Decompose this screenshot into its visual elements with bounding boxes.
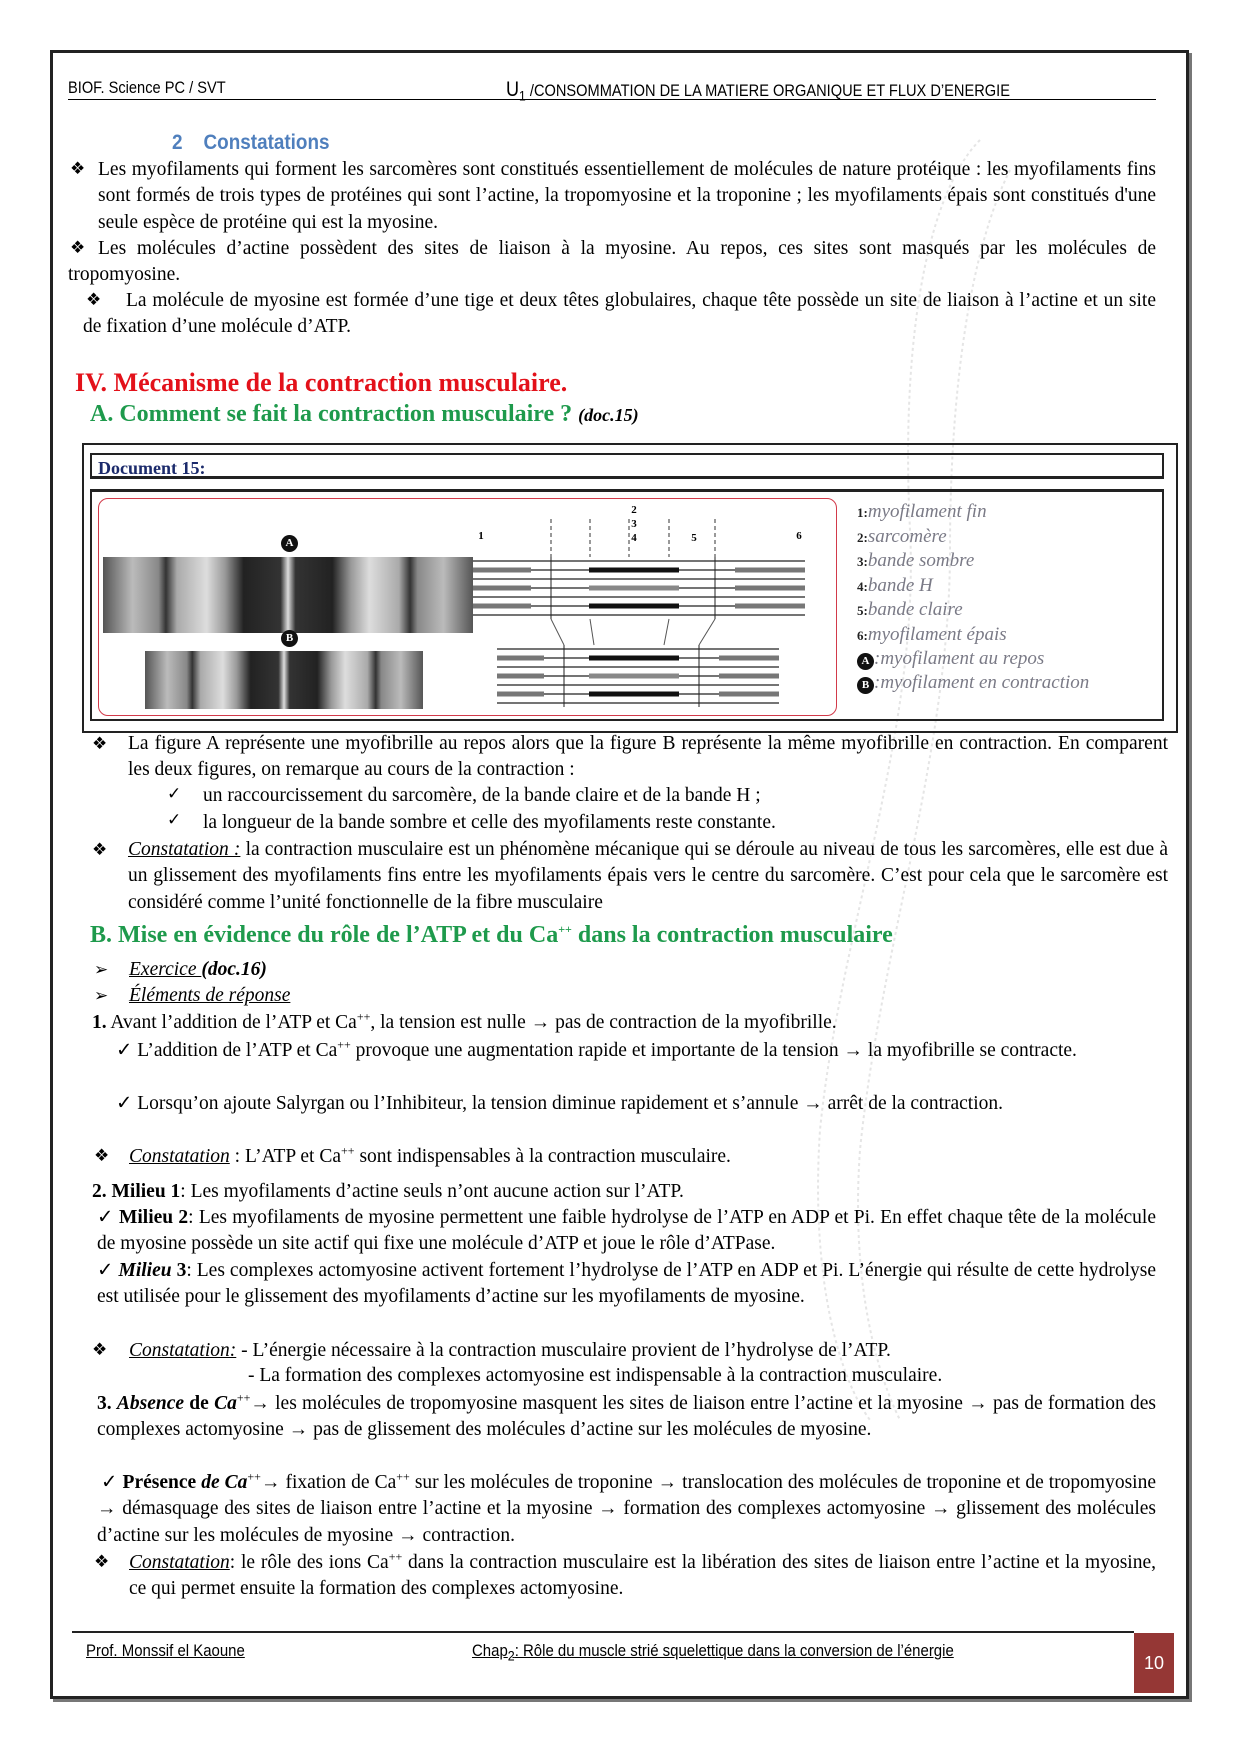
text-segment: Milieu 2 — [118, 1207, 189, 1228]
text-segment: ++ — [247, 1469, 261, 1484]
text-segment: : L’ATP et Ca — [229, 1146, 342, 1167]
legend-item — [857, 574, 1089, 599]
superscript: ++ — [558, 922, 572, 936]
chapter-label: Chap — [472, 1641, 508, 1660]
text-segment: sont indispensables à la contraction musculaire. — [354, 1146, 731, 1167]
thick-filament — [589, 656, 679, 661]
bullet-icon: ❖ — [92, 1340, 108, 1359]
text-segment: Constatation — [129, 1552, 230, 1573]
sarcomere-diagram — [469, 499, 835, 715]
subsection-b-heading — [90, 922, 893, 949]
text-segment: Les myofilaments qui forment les sarcomères sont constitués essentiellement de molécules de nature protéique : les myofilaments fins sont formés de trois types de protéines qui sont l’actine, la tropomyosine et la troponine ; les myofilaments épais sont constitués d'une seule espèce de protéine qui est la myosine. — [98, 159, 1156, 233]
micrograph-a — [103, 557, 473, 633]
text-segment: - La formation des complexes actomyosine est indispensable à la contraction musculaire. — [248, 1365, 943, 1386]
text-segment: ✓ — [97, 1207, 119, 1228]
thick-filament — [471, 604, 531, 609]
bullet-icon: ❖ — [92, 734, 108, 753]
chapter-number: 2 — [507, 1648, 515, 1665]
text-segment: Avant l’addition de l’ATP et Ca — [106, 1012, 357, 1033]
text-segment: La molécule de myosine est formée d’une tige et deux têtes globulaires, chaque tête possède un site de liaison à l’actine et un site de fixation d’une molécule d’ATP. — [83, 290, 1156, 338]
answer-3-constatation — [129, 1550, 1156, 1603]
text-segment: Constatation: — [129, 1340, 237, 1361]
answer-1b — [112, 1091, 1156, 1117]
text-segment: Milieu — [118, 1260, 172, 1281]
diagram-number: 1 — [478, 530, 484, 542]
answer-2a — [97, 1205, 1156, 1258]
thick-filament — [589, 568, 679, 573]
legend-item — [857, 671, 1089, 695]
constatation-2 — [68, 236, 1156, 289]
thick-filament — [719, 692, 779, 697]
bullet-icon: ❖ — [86, 290, 102, 309]
legend-text: bande claire — [867, 599, 963, 620]
answer-elements — [129, 983, 290, 1009]
text-segment: ✓ — [101, 1472, 123, 1493]
answer-2-constatation — [129, 1338, 891, 1364]
document-title: Document 15: — [90, 453, 1164, 479]
thick-filament — [497, 656, 544, 661]
exercise-reference — [129, 957, 267, 983]
observation-check-1 — [203, 783, 1163, 809]
header-left: BIOF. Science PC / SVT — [68, 78, 226, 97]
answer-1a — [112, 1038, 1156, 1064]
document-15 — [82, 443, 1178, 733]
text-segment: : Les myofilaments d’actine seuls n’ont aucune action sur l’ATP. — [180, 1181, 684, 1202]
figure-legend — [857, 500, 1089, 694]
thick-filament — [589, 692, 679, 697]
diagram-number: 6 — [796, 530, 802, 542]
text-segment: la contraction musculaire est un phénomène mécanique qui se déroule au niveau de tous les sarcomères, elle est due à un glissement des myofilaments fins entre les myofilaments épais vers le centre du sarcomère. C’est pour cela que le sarcomère est considéré comme l’unité fonctionnelle de la fibre musculaire — [128, 839, 1169, 913]
legend-item — [857, 500, 1089, 525]
footer-author: Prof. Monssif el Kaoune — [86, 1641, 245, 1660]
text-segment: ++ — [341, 1143, 355, 1158]
text-segment: ++ — [396, 1469, 410, 1484]
document-figure — [90, 489, 1164, 721]
thick-filament — [471, 568, 531, 573]
thick-filament — [589, 604, 679, 609]
bullet-icon: ❖ — [94, 1146, 110, 1165]
figure-frame — [98, 498, 837, 716]
diagram-number: 2 — [631, 504, 637, 516]
footer-rule — [72, 1631, 1134, 1633]
bullet-icon: ❖ — [92, 840, 108, 859]
text-segment: sur les molécules de troponine → translocation des molécules de troponine et de tropomyosine → démasquage des sites de liaison entre l’actine et la myosine → formation des complexes actomyosine → glissement des molécules d’actine sur les molécules de myosine → contraction. — [97, 1472, 1157, 1546]
text-segment: : Les myofilaments de myosine permettent une faible hydrolyse de l’ATP en ADP et Pi. En effet chaque tête de la molécule de myosine possède un site actif qui fixe une molécule d’ATP et joue le rôle d’ATPase. — [97, 1207, 1157, 1255]
section-number: 2 — [172, 131, 183, 154]
legend-text: myofilament épais — [867, 623, 1007, 645]
text-segment: 3 — [171, 1260, 187, 1281]
legend-text: bande H — [867, 574, 933, 596]
legend-text: myofilament fin — [867, 501, 987, 522]
header-right — [506, 78, 1010, 104]
legend-key: 6: — [857, 627, 868, 643]
text-segment: Ca — [214, 1393, 237, 1414]
text-segment: de — [184, 1393, 215, 1414]
subsection-a-heading — [90, 401, 639, 428]
legend-text: :myofilament en contraction — [874, 671, 1090, 693]
text-segment: 1. — [92, 1012, 107, 1033]
label-a: A — [281, 535, 298, 552]
text-segment: Constatation : — [128, 839, 241, 860]
projection-line — [664, 619, 669, 645]
text-segment: Exercice — [129, 959, 202, 980]
legend-text: :myofilament au repos — [874, 648, 1045, 669]
check-icon: ✓ — [167, 784, 182, 803]
text-segment: Les molécules d’actine possèdent des sites de liaison à la myosine. Au repos, ces sites sont masqués par les molécules de tropomyosine. — [68, 238, 1156, 286]
thick-filament — [589, 674, 679, 679]
text-segment: Constatation — [129, 1146, 230, 1167]
text-segment: un raccourcissement du sarcomère, de la bande claire et de la bande H ; — [203, 785, 761, 806]
projection-line — [551, 619, 564, 645]
text-segment: de Ca — [201, 1472, 248, 1493]
subsection-b-title-end: dans la contraction musculaire — [571, 922, 893, 948]
text-segment: ++ — [356, 1009, 371, 1024]
doc-reference: (doc.15) — [578, 405, 639, 425]
observation-constatation — [128, 837, 1168, 916]
unit-number: 1 — [519, 88, 526, 105]
thick-filament — [497, 692, 544, 697]
section-iv-heading: IV. Mécanisme de la contraction musculaire. — [75, 368, 568, 397]
answer-1-constatation — [129, 1144, 731, 1170]
legend-key: 1: — [857, 505, 868, 520]
text-segment: ✓ Lorsqu’on ajoute Salyrgan ou l’Inhibiteur, la tension diminue rapidement et s’annule → arrêt de la contraction. — [116, 1093, 1004, 1114]
text-segment: → fixation de Ca — [260, 1472, 397, 1493]
answer-2b — [97, 1258, 1156, 1311]
arrow-icon: ➢ — [94, 986, 109, 1005]
chapter-title: : Rôle du muscle strié squelettique dans la conversion de l’énergie — [514, 1641, 954, 1660]
projection-line — [590, 619, 594, 645]
thick-filament — [589, 586, 679, 591]
check-icon: ✓ — [167, 810, 182, 829]
unit-label: U — [506, 78, 520, 101]
text-segment: ++ — [337, 1037, 351, 1052]
header-title: /CONSOMMATION DE LA MATIERE ORGANIQUE ET FLUX D’ENERGIE — [525, 81, 1010, 100]
text-segment: La figure A représente une myofibrille au repos alors que la figure B représente la même myofibrille en contraction. En comparent les deux figures, on remarque au cours de la contraction : — [128, 733, 1168, 781]
subsection-b-title: B. Mise en évidence du rôle de l’ATP et du Ca — [90, 922, 559, 948]
legend-text: sarcomère — [867, 525, 947, 547]
thick-filament — [735, 586, 805, 591]
bullet-icon: ❖ — [70, 159, 86, 178]
thick-filament — [471, 586, 531, 591]
observation-paragraph — [128, 731, 1168, 784]
text-segment: dans la contraction musculaire est la libération des sites de liaison entre l’actine et la myosine, ce qui permet ensuite la formation des complexes actomyosine. — [129, 1552, 1157, 1600]
text-segment: 2. Milieu 1 — [92, 1181, 181, 1202]
arrow-icon: ➢ — [94, 960, 109, 979]
projection-line — [699, 619, 715, 645]
header-rule — [68, 99, 1156, 100]
section-title: Constatations — [203, 131, 330, 154]
text-segment: ++ — [388, 1549, 403, 1564]
legend-key: 5: — [857, 603, 868, 618]
text-segment: ✓ L’addition de l’ATP et Ca — [116, 1040, 338, 1061]
diagram-number: 5 — [691, 532, 697, 544]
legend-key: 2: — [857, 529, 868, 545]
answer-1 — [92, 1010, 1162, 1036]
legend-key: 4: — [857, 578, 868, 594]
text-segment: Présence — [122, 1472, 202, 1493]
diagram-number: 4 — [631, 532, 637, 544]
legend-item — [857, 598, 1089, 623]
bullet-icon: ❖ — [94, 1552, 110, 1571]
text-segment: → les molécules de tropomyosine masquent les sites de liaison entre l’actine et la myosine → pas de formation des complexes actomyosine → pas de glissement des molécules d’actine sur les molécules de myosine. — [97, 1393, 1157, 1441]
footer-chapter — [472, 1641, 954, 1664]
legend-key: 3: — [857, 554, 868, 569]
text-segment: Éléments de réponse — [129, 985, 291, 1006]
text-segment: : Les complexes actomyosine activent fortement l’hydrolyse de l’ATP en ADP et Pi. L’énergie qui résulte de cette hydrolyse est utilisée pour le glissement des myofilaments d’actine sur les myofilaments de myosine. — [97, 1260, 1157, 1308]
legend-text: bande sombre — [867, 550, 975, 571]
micrograph-b — [145, 651, 423, 709]
subsection-a-title: A. Comment se fait la contraction musculaire ? — [90, 401, 573, 427]
legend-item — [857, 623, 1089, 648]
text-segment: provoque une augmentation rapide et importante de la tension → la myofibrille se contracte. — [350, 1040, 1077, 1061]
constatation-3 — [83, 288, 1156, 341]
text-segment: : le rôle des ions Ca — [229, 1552, 389, 1573]
legend-key: A — [857, 653, 874, 670]
bullet-icon: ❖ — [70, 238, 86, 257]
legend-item — [857, 525, 1089, 550]
legend-item — [857, 647, 1089, 671]
answer-2 — [92, 1179, 1162, 1205]
answer-3a — [97, 1470, 1156, 1549]
text-segment: ++ — [236, 1390, 251, 1405]
thick-filament — [735, 604, 805, 609]
legend-key: B — [857, 677, 874, 694]
thick-filament — [719, 674, 779, 679]
answer-2-constatation-b — [248, 1363, 942, 1389]
label-b: B — [281, 630, 298, 647]
text-segment: (doc.16) — [201, 959, 267, 980]
text-segment: ✓ — [97, 1260, 119, 1281]
text-segment: Absence — [116, 1393, 185, 1414]
page-number: 10 — [1134, 1633, 1174, 1693]
legend-item — [857, 549, 1089, 574]
observation-check-2 — [203, 810, 1163, 836]
text-segment: la longueur de la bande sombre et celle des myofilaments reste constante. — [203, 812, 776, 833]
thick-filament — [735, 568, 805, 573]
diagram-number: 3 — [631, 518, 637, 530]
text-segment: - L’énergie nécessaire à la contraction musculaire provient de l’hydrolyse de l’ATP. — [236, 1340, 891, 1361]
thick-filament — [719, 656, 779, 661]
section-heading-constatations — [172, 131, 330, 155]
answer-3 — [97, 1391, 1156, 1444]
text-segment: 3. — [97, 1393, 117, 1414]
text-segment: , la tension est nulle → pas de contraction de la myofibrille. — [370, 1012, 837, 1033]
constatation-1 — [98, 157, 1156, 236]
thick-filament — [497, 674, 544, 679]
